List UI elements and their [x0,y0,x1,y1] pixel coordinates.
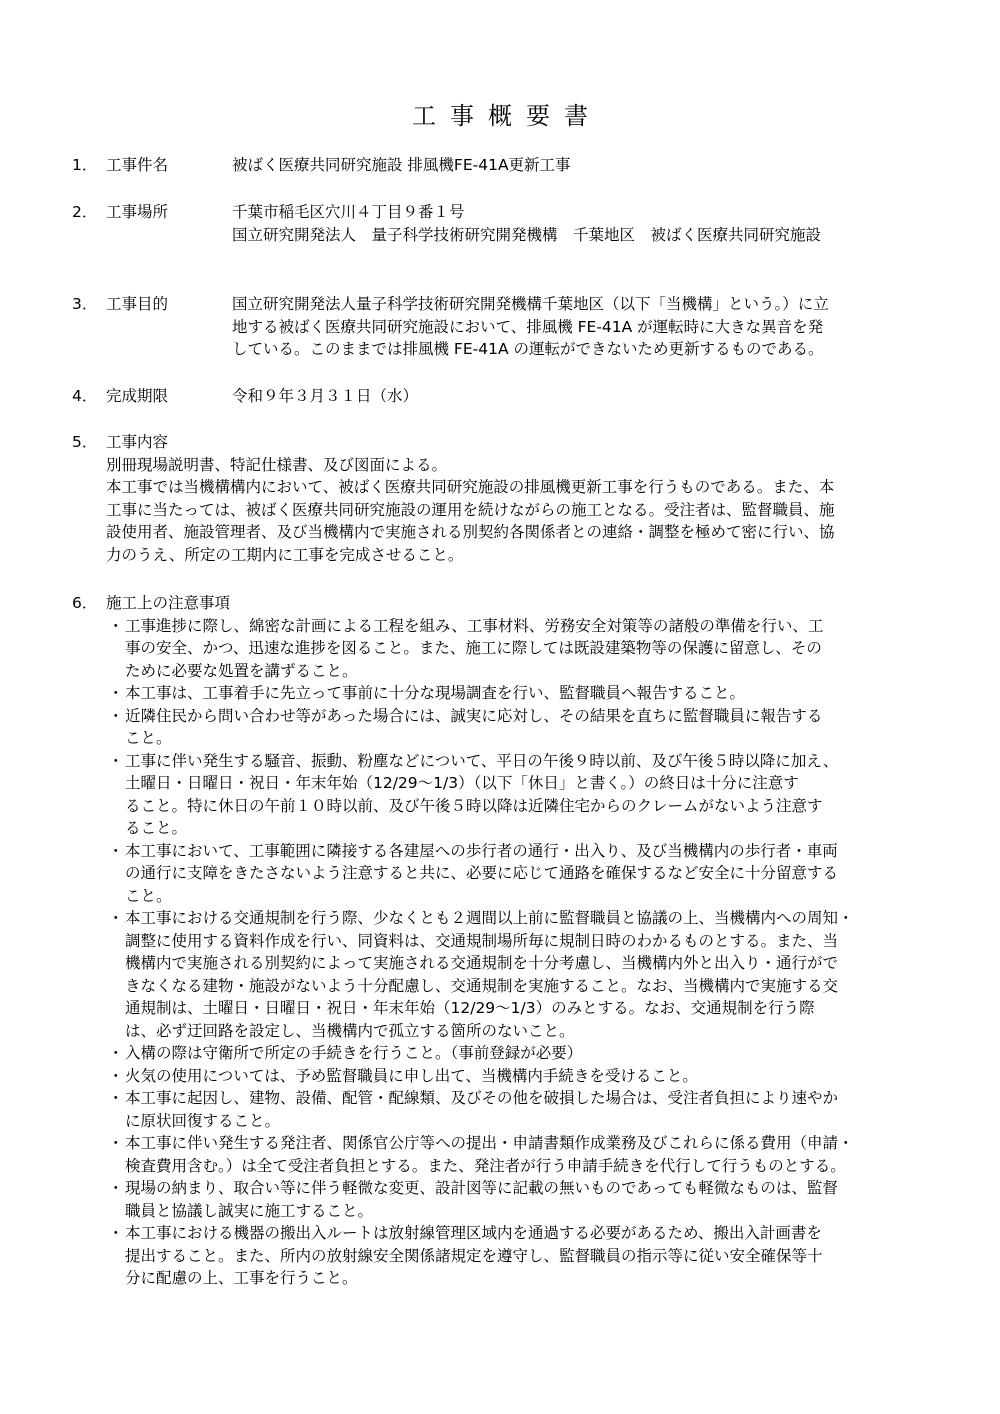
bullet-marker: ・ [108,1044,124,1062]
work-content-line: 設使用者、施設管理者、及び当機構内で実施される別契約各関係者との連絡・調整を極めて密に行い、協 [106,523,835,541]
note-item [108,907,932,1042]
bullet-marker: ・ [108,706,124,725]
note-item [108,840,932,908]
bullet-marker: ・ [108,909,124,927]
section-label: 工事件名 [106,156,169,174]
note-item [108,682,932,705]
note-line: こと。 [125,886,172,905]
note-line: 工事に伴い発生する騒音、振動、粉塵などについて、平日の午後９時以前、及び午後５時以降に加え、 [125,751,839,770]
note-item [108,1177,932,1222]
section-construction-notes [72,592,932,1290]
location-value [232,201,932,246]
bullet-marker: ・ [108,1179,124,1197]
note-line: に原状回復すること。 [125,1111,281,1130]
project-name-value: 被ばく医療共同研究施設 排風機FE-41A更新工事 [232,156,571,174]
note-line: の通行に支障をきたさないよう注意すると共に、必要に応じて通路を確保するなど安全に十分留意する [125,864,839,882]
note-line: ること。特に休日の午前１０時以前、及び午後５時以降は近隣住宅からのクレームがないよう注意す [125,796,823,815]
section-purpose [72,293,932,361]
section-number: 1． [72,156,98,174]
deadline-value: 令和９年３月３１日（水） [232,387,419,405]
note-item [108,1222,932,1290]
note-item [108,705,932,750]
location-address: 千葉市稲毛区穴川４丁目９番１号 [232,203,465,221]
section-number: 5． [72,433,98,451]
note-line: 機構内で実施される別契約によって実施される交通規制を十分考慮し、当機構内外と出入り・通行がで [125,954,839,972]
section-work-content [72,431,932,566]
note-item [108,1132,932,1177]
section-label: 施工上の注意事項 [106,594,231,612]
bullet-marker: ・ [108,684,124,702]
note-line: 入構の際は守衛所で所定の手続きを行うこと。（事前登録が必要） [125,1044,583,1062]
work-content-paragraph: 別冊現場説明書、特記仕様書、及び図面による。 [106,455,448,474]
section-label: 工事場所 [106,203,169,221]
note-line: は、必ず迂回路を設定し、当機構内で孤立する箇所のないこと。 [125,1021,575,1040]
bullet-marker: ・ [108,1089,124,1107]
location-facility: 国立研究開発法人 量子科学技術研究開発機構 千葉地区 被ばく医療共同研究施設 [232,225,822,244]
note-line: こと。 [125,729,172,747]
section-number: 6． [72,594,98,612]
bullet-marker: ・ [108,841,124,860]
purpose-line: 国立研究開発法人量子科学技術研究開発機構千葉地区（以下「当機構」という。）に立 [232,295,829,313]
note-line: 検査費用含む。）は全て受注者負担とする。また、発注者が行う申請手続きを代行して行うものとする。 [125,1156,846,1175]
section-deadline [72,385,932,408]
note-line: 火気の使用については、予め監督職員に申し出て、当機構内手続きを受けること。 [125,1066,698,1085]
note-line: 本工事における機器の搬出入ルートは放射線管理区域内を通過する必要があるため、搬出入計画書を [125,1224,822,1242]
note-item [108,1042,932,1065]
note-item [108,1065,932,1088]
bullet-marker: ・ [108,616,124,635]
note-line: きなくなる建物・施設がないよう十分配慮し、交通規制を実施すること。なお、当機構内で実施する交 [125,976,839,995]
section-label: 完成期限 [106,387,169,405]
note-line: 土曜日・日曜日・祝日・年末年始（12/29～1/3）（以下「休日」と書く。）の終日は十分に注意す [125,774,799,792]
purpose-text [232,293,932,361]
note-item [108,1087,932,1132]
note-item [108,750,932,840]
note-line: 本工事に伴い発生する発注者、関係官公庁等への提出・申請書類作成業務及びこれらに係る費用（申請・ [125,1134,854,1152]
note-line: ること。 [125,819,188,837]
section-number: 4． [72,387,98,405]
purpose-line: 地する被ばく医療共同研究施設において、排風機 FE-41A が運転時に大きな異音を発 [232,317,824,336]
note-line: 本工事における交通規制を行う際、少なくとも２週間以上前に監督職員と協議の上、当機構内への周知・ [125,909,854,927]
notes-list [108,615,932,1290]
section-number: 3． [72,295,98,313]
note-line: 現場の納まり、取合い等に伴う軽微な変更、設計図等に記載の無いものであっても軽微なものは、監督 [125,1179,838,1197]
work-content-body [106,454,932,567]
note-line: ために必要な処置を講ずること。 [125,661,358,680]
note-line: 分に配慮の上、工事を行うこと。 [125,1269,358,1287]
section-label: 工事内容 [106,433,169,451]
bullet-marker: ・ [108,751,124,770]
note-line: 工事進捗に際し、綿密な計画による工程を組み、工事材料、労務安全対策等の諸般の準備を行い、工 [125,616,824,635]
section-label: 工事目的 [106,295,169,313]
bullet-marker: ・ [108,1224,124,1242]
note-line: 本工事は、工事着手に先立って事前に十分な現場調査を行い、監督職員へ報告すること。 [125,684,746,702]
work-content-line: 本工事では当機構構内において、被ばく医療共同研究施設の排風機更新工事を行うものである。また、本 [106,478,835,496]
note-line: 事の安全、かつ、迅速な進捗を図ること。また、施工に際しては既設建築物等の保護に留意し、その [125,639,822,657]
note-line: 近隣住民から問い合わせ等があった場合には、誠実に応対し、その結果を直ちに監督職員に報告する [125,706,823,725]
purpose-line: している。このままでは排風機 FE-41A の運転ができないため更新するものである。 [232,340,824,358]
section-project-name [72,154,932,177]
note-line: 通規制は、土曜日・日曜日・祝日・年末年始（12/29～1/3）のみとする。なお、交通規制を行う際 [125,999,815,1017]
work-content-line: 工事に当たっては、被ばく医療共同研究施設の運用を続けながらの施工となる。受注者は、監督職員、施 [106,500,835,519]
note-line: 本工事に起因し、建物、設備、配管・配線類、及びその他を破損した場合は、受注者負担により速やか [125,1089,839,1107]
section-location [72,201,932,246]
bullet-marker: ・ [108,1134,124,1152]
note-line: 職員と協議し誠実に施工すること。 [125,1201,374,1220]
note-item [108,615,932,683]
section-number: 2． [72,203,98,221]
note-line: 提出すること。また、所内の放射線安全関係諸規定を遵守し、監督職員の指示等に従い安全確保等十 [125,1246,823,1265]
note-line: 調整に使用する資料作成を行い、同資料は、交通規制場所毎に規制日時のわかるものとする。また、当 [125,931,839,950]
work-content-line: 力のうえ、所定の工期内に工事を完成させること。 [106,545,464,564]
document-title: 工事概要書 [412,102,602,130]
note-line: 本工事において、工事範囲に隣接する各建屋への歩行者の通行・出入り、及び当機構内の歩行者・車両 [125,841,838,860]
bullet-marker: ・ [108,1066,124,1085]
